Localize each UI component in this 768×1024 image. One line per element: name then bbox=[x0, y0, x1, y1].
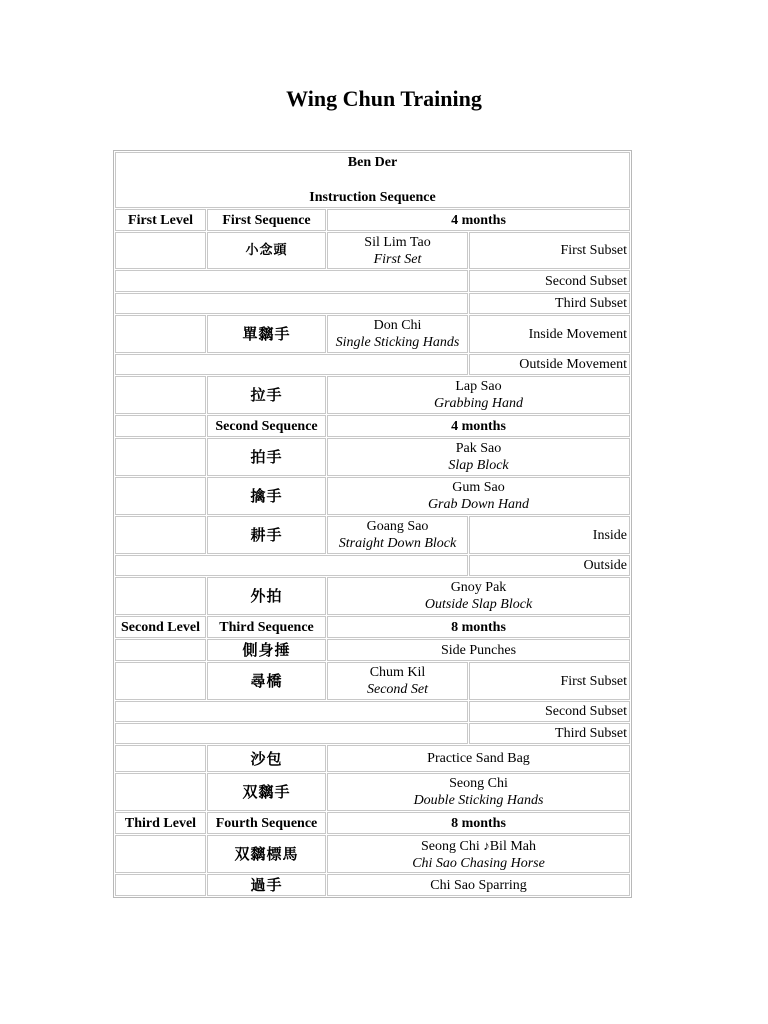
subset-cell: Inside bbox=[469, 516, 630, 554]
technique-translation: Second Set bbox=[366, 682, 429, 697]
technique-name: Seong Chi bbox=[420, 838, 480, 854]
empty-cell bbox=[115, 639, 206, 661]
subset-cell: Third Subset bbox=[469, 293, 630, 314]
empty-cell bbox=[115, 577, 206, 615]
chinese-characters-image: 双黐手 bbox=[207, 773, 326, 811]
technique-cell bbox=[327, 773, 630, 811]
technique-translation: Slap Block bbox=[448, 458, 509, 473]
technique-cell bbox=[327, 516, 468, 554]
empty-cell bbox=[115, 555, 468, 576]
technique-translation: Outside Slap Block bbox=[424, 597, 533, 612]
empty-cell bbox=[115, 477, 206, 515]
technique-name-suffix: Bil Mah bbox=[489, 838, 536, 854]
chinese-characters-image: 過手 bbox=[207, 874, 326, 896]
technique-cell bbox=[327, 376, 630, 414]
empty-cell bbox=[115, 874, 206, 896]
technique-cell bbox=[327, 438, 630, 476]
technique-translation: Grabbing Hand bbox=[433, 396, 524, 411]
subset-cell: First Subset bbox=[469, 662, 630, 700]
table-header bbox=[115, 152, 630, 208]
technique-name: Lap Sao bbox=[455, 379, 502, 394]
empty-cell bbox=[115, 315, 206, 353]
sequence-cell: First Sequence bbox=[207, 209, 326, 231]
empty-cell bbox=[115, 745, 206, 772]
technique-translation: Double Sticking Hands bbox=[413, 793, 544, 808]
header-title: Ben Der bbox=[347, 155, 398, 170]
technique-name: Don Chi bbox=[373, 318, 422, 333]
technique-name: Chum Kil bbox=[369, 665, 426, 680]
technique-name: Practice Sand Bag bbox=[327, 745, 630, 772]
empty-cell bbox=[115, 415, 206, 437]
empty-cell bbox=[115, 701, 468, 722]
subset-cell: Outside bbox=[469, 555, 630, 576]
duration-cell: 8 months bbox=[327, 812, 630, 834]
technique-translation: Straight Down Block bbox=[338, 536, 457, 551]
chinese-characters-image: 双黐標馬 bbox=[207, 835, 326, 873]
technique-name: Pak Sao bbox=[455, 441, 502, 456]
chinese-characters-image: 單黐手 bbox=[207, 315, 326, 353]
sequence-cell: Third Sequence bbox=[207, 616, 326, 638]
technique-cell bbox=[327, 577, 630, 615]
chinese-characters-image: 小念頭 bbox=[207, 232, 326, 269]
level-cell: Second Level bbox=[115, 616, 206, 638]
empty-cell bbox=[115, 723, 468, 744]
sequence-cell: Second Sequence bbox=[207, 415, 326, 437]
empty-cell bbox=[115, 438, 206, 476]
level-cell: Third Level bbox=[115, 812, 206, 834]
technique-cell bbox=[327, 477, 630, 515]
technique-cell bbox=[327, 315, 468, 353]
technique-cell bbox=[327, 232, 468, 269]
technique-cell bbox=[327, 835, 630, 873]
duration-cell: 4 months bbox=[327, 415, 630, 437]
chinese-characters-image: 耕手 bbox=[207, 516, 326, 554]
header-subtitle: Instruction Sequence bbox=[309, 190, 436, 205]
technique-cell bbox=[327, 662, 468, 700]
subset-cell: Second Subset bbox=[469, 701, 630, 722]
chinese-characters-image: 尋橋 bbox=[207, 662, 326, 700]
level-cell: First Level bbox=[115, 209, 206, 231]
empty-cell bbox=[115, 293, 468, 314]
chinese-characters-image: 拉手 bbox=[207, 376, 326, 414]
chinese-characters-image: 拍手 bbox=[207, 438, 326, 476]
duration-cell: 8 months bbox=[327, 616, 630, 638]
sequence-cell: Fourth Sequence bbox=[207, 812, 326, 834]
duration-cell: 4 months bbox=[327, 209, 630, 231]
technique-name: Chi Sao Sparring bbox=[327, 874, 630, 896]
subset-cell: Inside Movement bbox=[469, 315, 630, 353]
chinese-characters-image: 外拍 bbox=[207, 577, 326, 615]
empty-cell bbox=[115, 773, 206, 811]
empty-cell bbox=[115, 516, 206, 554]
technique-name-line bbox=[421, 837, 536, 855]
note-glyph-icon: ♪ bbox=[483, 837, 490, 853]
chinese-characters-image: 側身捶 bbox=[207, 639, 326, 661]
page-title: Wing Chun Training bbox=[286, 86, 482, 111]
subset-cell: Outside Movement bbox=[469, 354, 630, 375]
chinese-characters-image: 沙包 bbox=[207, 745, 326, 772]
empty-cell bbox=[115, 662, 206, 700]
subset-cell: Second Subset bbox=[469, 270, 630, 292]
chinese-characters-image: 擒手 bbox=[207, 477, 326, 515]
technique-name: Gnoy Pak bbox=[450, 580, 507, 595]
technique-name: Goang Sao bbox=[366, 519, 429, 534]
technique-name: Seong Chi bbox=[449, 776, 508, 791]
subset-cell: Third Subset bbox=[469, 723, 630, 744]
empty-cell bbox=[115, 835, 206, 873]
empty-cell bbox=[115, 232, 206, 269]
technique-translation: First Set bbox=[373, 251, 422, 267]
technique-name: Sil Lim Tao bbox=[364, 234, 431, 250]
empty-cell bbox=[115, 354, 468, 375]
technique-translation: Single Sticking Hands bbox=[335, 335, 460, 350]
technique-name: Gum Sao bbox=[452, 480, 505, 495]
technique-name: Side Punches bbox=[327, 639, 630, 661]
technique-translation: Grab Down Hand bbox=[427, 497, 530, 512]
subset-cell: First Subset bbox=[469, 232, 630, 269]
empty-cell bbox=[115, 376, 206, 414]
technique-translation: Chi Sao Chasing Horse bbox=[412, 855, 545, 871]
empty-cell bbox=[115, 270, 468, 292]
